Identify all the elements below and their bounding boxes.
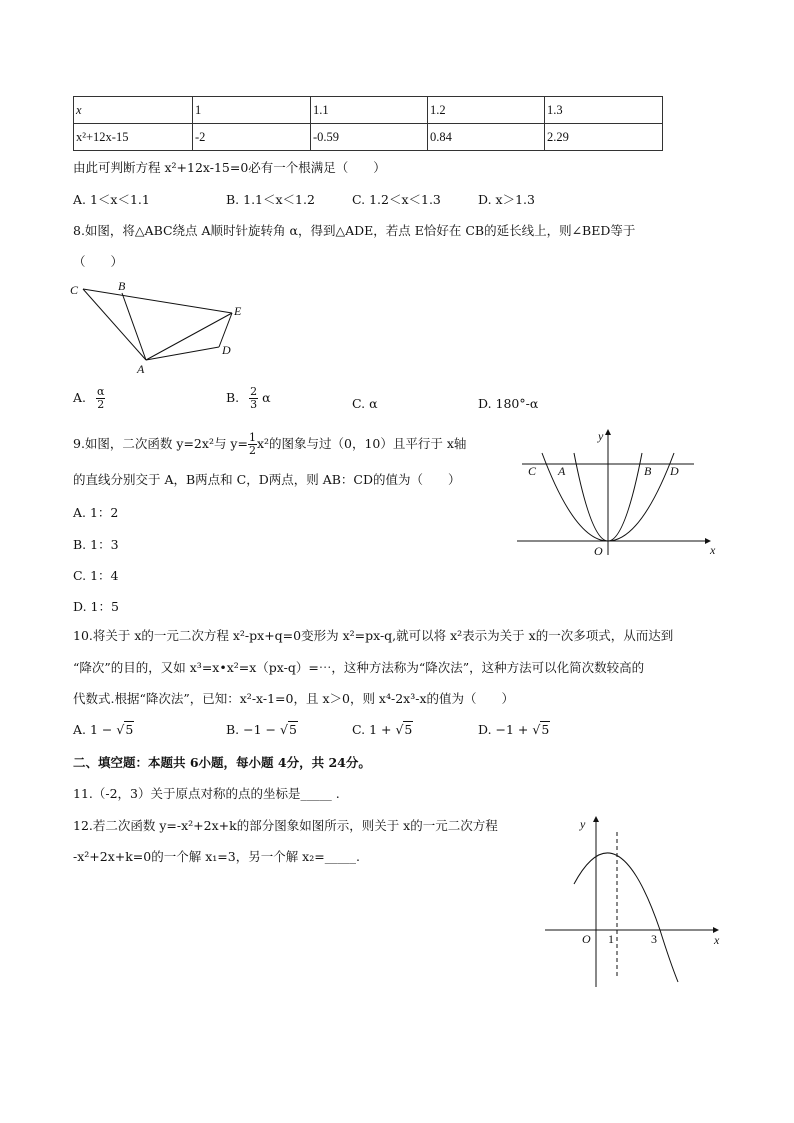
table-cell: 1.1 xyxy=(311,97,428,124)
q9-option-c: C. 1：4 xyxy=(73,568,119,583)
q7-option-b: B. 1.1＜x＜1.2 xyxy=(226,192,315,207)
q9-stem-line1 xyxy=(73,432,466,457)
table-cell: 1.3 xyxy=(545,97,663,124)
fraction-numerator: α xyxy=(97,385,105,398)
fraction-numerator: 1 xyxy=(248,431,256,444)
origin-label: O xyxy=(582,932,591,946)
q10-option-d-text: D. −1 + xyxy=(478,722,533,737)
axis-y-label: y xyxy=(598,429,604,443)
table-cell: -2 xyxy=(193,124,311,151)
q8-stem-line1: 8.如图，将△ABC绕点 A顺时针旋转角 α，得到△ADE，若点 E恰好在 CB的延长线上，则∠BED等于 xyxy=(73,223,636,238)
table-cell: 2.29 xyxy=(545,124,663,151)
q8-option-b xyxy=(226,386,271,411)
q11-stem: 11.（-2，3）关于原点对称的点的坐标是_____ . xyxy=(73,786,340,801)
axis-x-label: x xyxy=(710,543,716,557)
q8-stem-line2: （ ） xyxy=(73,254,124,269)
q8-option-b-prefix: B. xyxy=(226,390,240,405)
q8-option-a xyxy=(73,386,105,411)
q7-option-c: C. 1.2＜x＜1.3 xyxy=(352,192,441,207)
q12-stem-line1: 12.若二次函数 y=-x²+2x+k的部分图象如图所示，则关于 x的一元二次方程 xyxy=(73,818,498,833)
table-cell: 0.84 xyxy=(428,124,545,151)
q10-stem-line3: 代数式.根据“降次法”，已知：x²-x-1=0，且 x＞0，则 x⁴-2x³-x的值为（ ） xyxy=(73,691,514,706)
section-heading: 二、填空题：本题共 6小题，每小题 4分，共 24分。 xyxy=(73,755,371,770)
label-d: D xyxy=(222,343,231,357)
origin-label: O xyxy=(594,544,603,558)
q9-stem-line2: 的直线分别交于 A，B两点和 C，D两点，则 AB：CD的值为（ ） xyxy=(73,472,461,487)
fraction-denominator: 2 xyxy=(248,444,256,457)
q10-stem-line2: “降次”的目的，又如 x³=x•x²=x（px-q）=⋯，这种方法称为“降次法”，这种方法可以化简次数较高的 xyxy=(73,660,645,675)
label-e: E xyxy=(234,304,242,318)
q10-stem-line1: 10.将关于 x的一元二次方程 x²-px+q=0变形为 x²=px-q,就可以将 x²表示为关于 x的一次多项式，从而达到 xyxy=(73,628,674,643)
table-row xyxy=(74,97,663,124)
label-b: B xyxy=(118,279,126,293)
q8-option-a-prefix: A. xyxy=(73,390,87,405)
q9-option-a: A. 1：2 xyxy=(73,505,119,520)
q8-option-b-suffix: α xyxy=(262,390,271,405)
q9-option-b: B. 1：3 xyxy=(73,537,119,552)
q8-option-c: C. α xyxy=(352,396,378,411)
table-cell: x xyxy=(74,97,193,124)
point-c-label: C xyxy=(528,464,537,478)
q10-option-c: C. 1 + √5 xyxy=(352,722,413,737)
q9-fraction xyxy=(248,432,257,457)
value-table xyxy=(73,96,663,151)
sqrt-radicand: 5 xyxy=(541,722,550,737)
q8-option-b-fraction xyxy=(249,386,258,411)
q12-parabola-figure xyxy=(540,812,730,992)
q9-line1-post: x²的图象与过（0，10）且平行于 x轴 xyxy=(256,436,467,451)
point-a-label: A xyxy=(558,464,566,478)
label-c: C xyxy=(70,283,79,297)
q8-triangle-figure xyxy=(60,275,260,380)
q7-option-a: A. 1＜x＜1.1 xyxy=(73,192,150,207)
axis-x-label: x xyxy=(714,933,720,947)
q10-option-a-text: A. 1 − xyxy=(73,722,117,737)
tick-1-label: 1 xyxy=(608,932,614,946)
tick-3-label: 3 xyxy=(651,932,657,946)
q7-option-d: D. x＞1.3 xyxy=(478,192,535,207)
q8-option-d: D. 180°-α xyxy=(478,396,539,411)
table-cell: x²+12x-15 xyxy=(74,124,193,151)
point-d-label: D xyxy=(670,464,679,478)
table-cell: 1.2 xyxy=(428,97,545,124)
q12-stem-line2: -x²+2x+k=0的一个解 x₁=3，另一个解 x₂=_____. xyxy=(73,849,360,864)
fraction-numerator: 2 xyxy=(250,385,258,398)
table-row xyxy=(74,124,663,151)
sqrt-radicand: 5 xyxy=(404,722,413,737)
fraction-denominator: 3 xyxy=(250,398,258,411)
q8-option-a-fraction xyxy=(96,386,105,411)
sqrt-radicand: 5 xyxy=(288,722,297,737)
table-cell: -0.59 xyxy=(311,124,428,151)
q9-parabola-figure xyxy=(512,425,722,560)
sqrt-radicand: 5 xyxy=(125,722,134,737)
q9-option-d: D. 1：5 xyxy=(73,599,119,614)
point-b-label: B xyxy=(644,464,652,478)
label-a: A xyxy=(137,362,145,376)
q10-option-b-text: B. −1 − xyxy=(226,722,280,737)
fraction-denominator: 2 xyxy=(97,398,105,411)
q10-option-d: D. −1 + √5 xyxy=(478,722,550,737)
q10-option-c-text: C. 1 + xyxy=(352,722,396,737)
axis-y-label: y xyxy=(580,817,586,831)
q10-option-a: A. 1 − √5 xyxy=(73,722,134,737)
table-cell: 1 xyxy=(193,97,311,124)
q9-line1-pre: 9.如图，二次函数 y=2x²与 y= xyxy=(73,436,248,451)
q7-stem: 由此可判断方程 x²+12x-15=0必有一个根满足（ ） xyxy=(73,160,386,175)
q10-option-b: B. −1 − √5 xyxy=(226,722,297,737)
